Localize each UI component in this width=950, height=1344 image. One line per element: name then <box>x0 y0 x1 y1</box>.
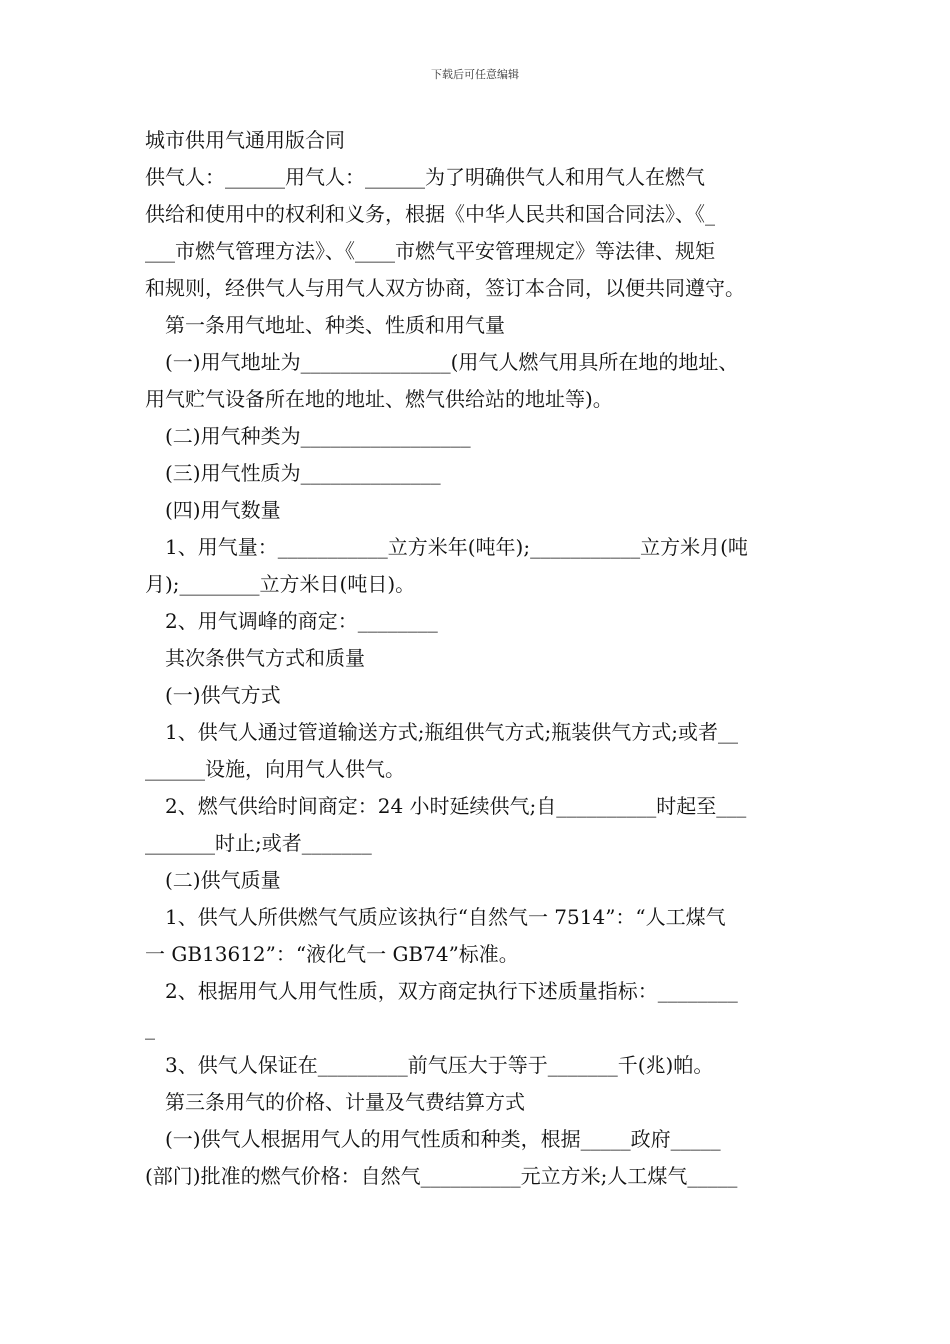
paragraph-line: (一)供气方式 <box>165 683 281 707</box>
paragraph-line: 供给和使用中的权利和义务，根据《中华人民共和国合同法》、《_ <box>145 202 715 226</box>
paragraph-line: ___市燃气管理方法》、《____市燃气平安管理规定》等法律、规矩 <box>145 239 715 263</box>
section-heading: 其次条供气方式和质量 <box>165 646 365 670</box>
paragraph-line: (四)用气数量 <box>165 498 281 522</box>
paragraph-line: _ <box>145 1016 155 1040</box>
section-heading: 第三条用气的价格、计量及气费结算方式 <box>165 1090 525 1114</box>
page-header: 下载后可任意编辑 <box>431 68 519 81</box>
contract-title: 城市供用气通用版合同 <box>145 128 345 152</box>
paragraph-line: ______设施，向用气人供气。 <box>145 757 405 781</box>
paragraph-line: (一)用气地址为_______________(用气人燃气用具所在地的地址、 <box>165 350 739 374</box>
paragraph-line: (二)供气质量 <box>165 868 281 892</box>
paragraph-line: 1、用气量：___________立方米年(吨年);___________立方米月(吨 <box>165 535 748 559</box>
section-heading: 第一条用气地址、种类、性质和用气量 <box>165 313 505 337</box>
paragraph-line: 供气人：______用气人：______为了明确供气人和用气人在燃气 <box>145 165 705 189</box>
paragraph-line: (部门)批准的燃气价格：自然气__________元立方米;人工煤气_____ <box>145 1164 738 1188</box>
paragraph-line: 一 GB13612”：“液化气一 GB74”标准。 <box>145 942 519 966</box>
paragraph-line: 用气贮气设备所在地的地址、燃气供给站的地址等)。 <box>145 387 613 411</box>
paragraph-line: 2、燃气供给时间商定：24 小时延续供气;自__________时起至___ <box>165 794 747 818</box>
paragraph-line: (二)用气种类为_________________ <box>165 424 471 448</box>
paragraph-line: 1、供气人所供燃气气质应该执行“自然气一 7514”：“人工煤气 <box>165 905 726 929</box>
contract-body <box>145 122 807 1195</box>
paragraph-line: 3、供气人保证在_________前气压大于等于_______千(兆)帕。 <box>165 1053 714 1077</box>
paragraph-line: _______时止;或者_______ <box>145 831 372 855</box>
paragraph-line: (一)供气人根据用气人的用气性质和种类，根据_____政府_____ <box>165 1127 721 1151</box>
paragraph-line: 月);________立方米日(吨日)。 <box>145 572 416 596</box>
paragraph-line: 2、根据用气人用气性质，双方商定执行下述质量指标：________ <box>165 979 738 1003</box>
paragraph-line: 1、供气人通过管道输送方式;瓶组供气方式;瓶装供气方式;或者__ <box>165 720 738 744</box>
paragraph-line: 和规则，经供气人与用气人双方协商，签订本合同，以便共同遵守。 <box>145 276 745 300</box>
paragraph-line: (三)用气性质为______________ <box>165 461 441 485</box>
paragraph-line: 2、用气调峰的商定：________ <box>165 609 438 633</box>
